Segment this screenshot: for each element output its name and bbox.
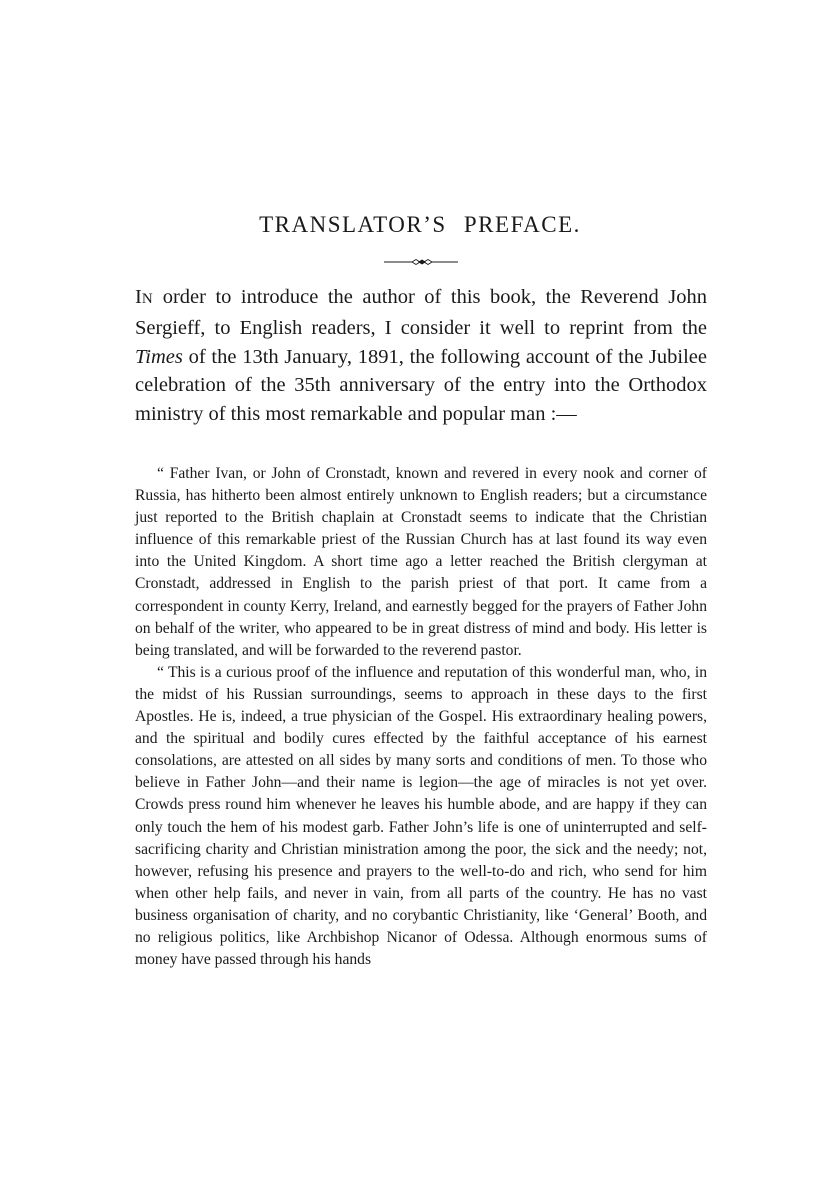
quote-paragraph-1: “ Father Ivan, or John of Cronstadt, known and revered in every nook and corner of Russia, has hitherto been almost entirely unknown to English readers; but a circumstance just reported to the British chaplain at Cronstadt seems to indicate that the Christian influence of this remarkable priest of the Russian Church has at last found its way even into the United Kingdom. A short time ago a letter reached the British clergyman at Cronstadt, addressed in English to the parish priest of that port. It came from a correspondent in county Kerry, Ireland, and earnestly begged for the prayers of Father John on behalf of the writer, who appeared to be in great distress of mind and body. His letter is being translated, and will be forwarded to the reverend pastor. xyxy=(135,465,707,659)
initial-rest: N xyxy=(141,291,154,307)
intro-text-after: of the 13th January, 1891, the following account of the Jubilee celebration of the 35th anniversary of the entry into the Orthodox ministry of this most remarkable and popular man :— xyxy=(135,345,707,426)
drop-initial: I xyxy=(135,286,142,308)
page-title: TRANSLATOR’S PREFACE. xyxy=(259,212,581,237)
intro-paragraph xyxy=(135,283,707,429)
ornament-divider-icon xyxy=(384,258,458,266)
quote-paragraph-2: “ This is a curious proof of the influence and reputation of this wonderful man, who, in the midst of his Russian surroundings, seems to approach in these days to the first Apostles. He is, indeed, a true physician of the Gospel. His extraordinary healing powers, and the spiritual and bodily cures effected by the faithful acceptance of his earnest consolations, are attested on all sides by many sorts and conditions of men. To those who believe in Father John—and their name is legion—the age of miracles is not yet over. Crowds press round him whenever he leaves his humble abode, and are happy if they can only touch the hem of his modest garb. Father John’s life is one of uninterrupted and self-sacrificing charity and Christian ministration among the poor, the sick and the needy; not, however, refusing his presence and prayers to the well-to-do and rich, who send for him when other help fails, and never in vain, from all parts of the country. He has no vast business organisation of charity, and no corybantic Christianity, like ‘General’ Booth, and no religious politics, like Archbishop Nicanor of Odessa. Although enormous sums of money have passed through his hands xyxy=(135,663,707,969)
intro-text: order to introduce the author of this book, the Reverend John Sergieff, to English readers, I consider it well to reprint from the xyxy=(135,286,707,339)
intro-italic-title: Times xyxy=(135,345,183,368)
quoted-article xyxy=(135,463,707,971)
